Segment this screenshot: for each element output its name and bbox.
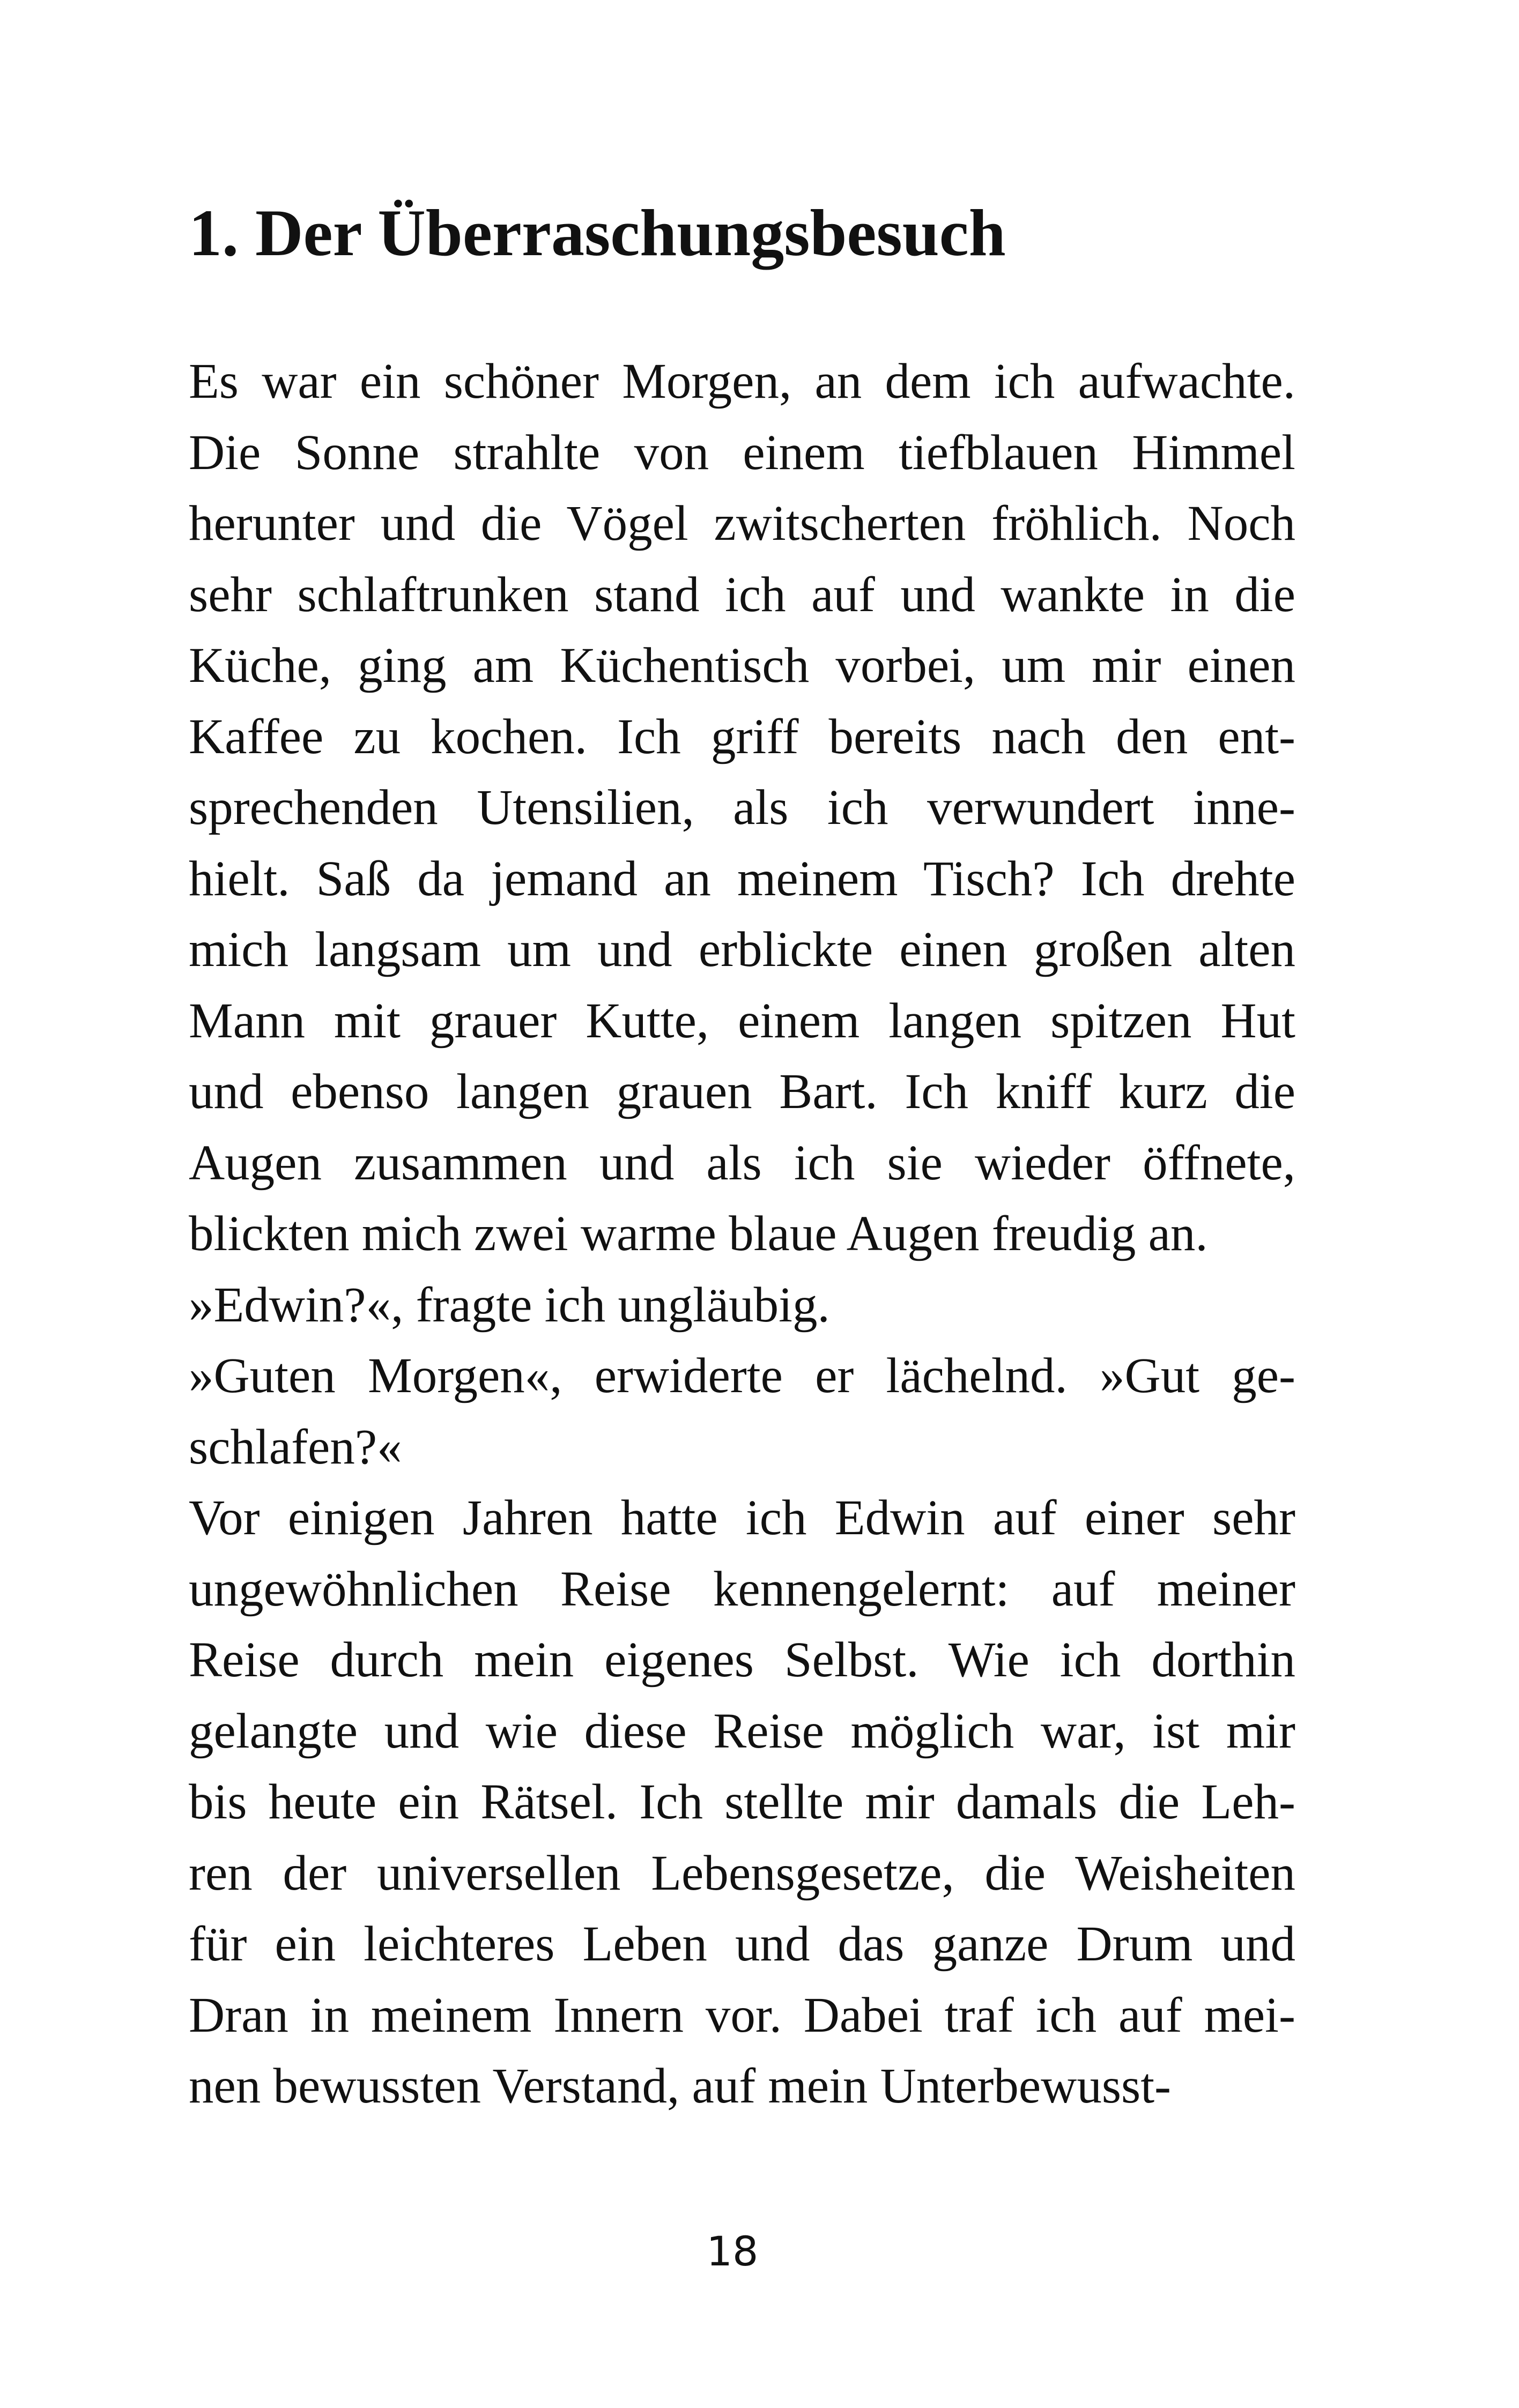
- text-line: ungewöhnlichen Reise kennengelernt: auf meiner: [189, 1561, 1295, 1617]
- text-line: Die Sonne strahlte von einem tiefblauen Himmel: [189, 425, 1295, 480]
- text-line: ren der universellen Lebensgesetze, die Weisheiten: [189, 1845, 1295, 1901]
- text-line: gelangte und wie diese Reise möglich war, ist mir: [189, 1703, 1295, 1759]
- text-line: Mann mit grauer Kutte, einem langen spitzen Hut: [189, 993, 1295, 1049]
- text-line: und ebenso langen grauen Bart. Ich kniff kurz die: [189, 1064, 1295, 1119]
- page-number: 18: [706, 2227, 759, 2275]
- text-line: Kaffee zu kochen. Ich griff bereits nach den ent-: [189, 709, 1295, 764]
- text-line: sprechenden Utensilien, als ich verwundert inne-: [189, 780, 1295, 835]
- chapter-title: 1. Der Überraschungsbesuch: [189, 196, 1006, 270]
- text-line: Küche, ging am Küchentisch vorbei, um mir einen: [189, 638, 1295, 693]
- text-line: bis heute ein Rätsel. Ich stellte mir damals die Leh-: [189, 1774, 1295, 1830]
- text-line: hielt. Saß da jemand an meinem Tisch? Ich drehte: [189, 851, 1295, 906]
- text-line: Reise durch mein eigenes Selbst. Wie ich dorthin: [189, 1632, 1295, 1688]
- text-line: Vor einigen Jahren hatte ich Edwin auf einer sehr: [189, 1490, 1295, 1545]
- text-line: »Guten Morgen«, erwiderte er lächelnd. »Gut ge-: [189, 1348, 1295, 1403]
- text-line: sehr schlaftrunken stand ich auf und wankte in die: [189, 567, 1295, 622]
- text-line: Augen zusammen und als ich sie wieder öffnete,: [189, 1135, 1295, 1191]
- text-line: blickten mich zwei warme blaue Augen freudig an.: [189, 1206, 1208, 1261]
- text-line: herunter und die Vögel zwitscherten fröhlich. Noch: [189, 496, 1295, 551]
- text-line: für ein leichteres Leben und das ganze Drum und: [189, 1916, 1295, 1972]
- text-line: Dran in meinem Innern vor. Dabei traf ich auf mei-: [189, 1987, 1295, 2043]
- text-line: nen bewussten Verstand, auf mein Unterbewusst-: [189, 2058, 1172, 2114]
- body-text: [189, 346, 1295, 2122]
- text-line: schlafen?«: [189, 1419, 402, 1475]
- text-line: Es war ein schöner Morgen, an dem ich aufwachte.: [189, 354, 1295, 409]
- text-line: mich langsam um und erblickte einen großen alten: [189, 922, 1295, 977]
- text-line: »Edwin?«, fragte ich ungläubig.: [189, 1277, 830, 1333]
